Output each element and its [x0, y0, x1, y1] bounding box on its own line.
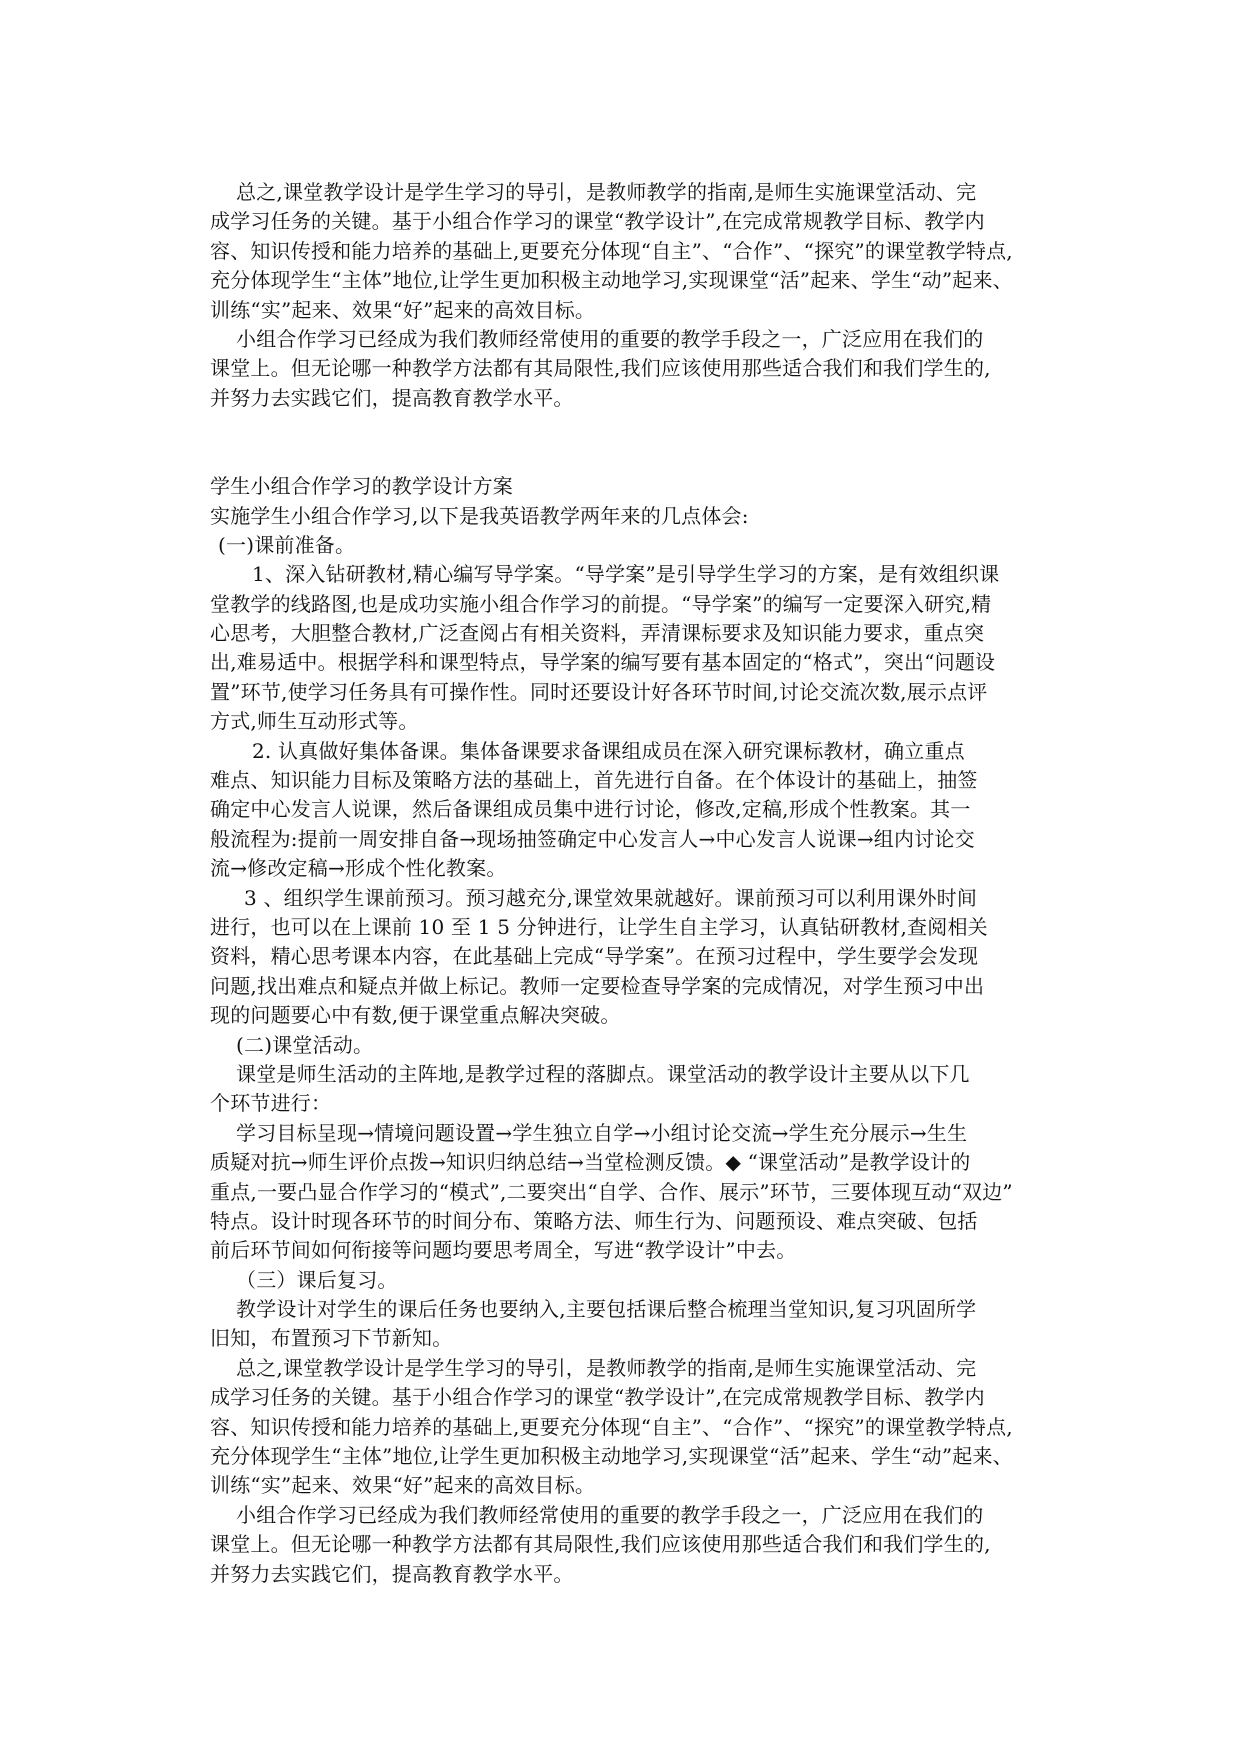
text-line: 3 、组织学生课前预习。预习越充分,课堂效果就越好。课前预习可以利用课外时间 — [244, 885, 978, 910]
text-line: 教学设计对学生的课后任务也要纳入,主要包括课后整合梳理当堂知识,复习巩固所学 — [236, 1297, 977, 1322]
section-2-intro-paragraph — [210, 1060, 1060, 1119]
text-line: 质疑对抗→师生评价点拨→知识归纳总结→当堂检测反馈。◆ “课堂活动”是教学设计的 — [210, 1150, 971, 1175]
text-line: 成学习任务的关键。基于小组合作学习的课堂“教学设计”,在完成常规教学目标、教学内 — [210, 1385, 985, 1410]
text-line: 训练“实”起来、效果“好”起来的高效目标。 — [210, 1473, 596, 1498]
text-line: 出,难易适中。根据学科和课型特点，导学案的编写要有基本固定的“格式”，突出“问题设 — [210, 650, 996, 675]
text-line: 资料，精心思考课本内容，在此基础上完成“导学案”。在预习过程中，学生要学会发现 — [210, 944, 979, 969]
text-line: 课堂上。但无论哪一种教学方法都有其局限性,我们应该使用那些适合我们和我们学生的, — [210, 1532, 991, 1557]
section-heading-2: (二)课堂活动。 — [236, 1032, 374, 1057]
text-line: 学习目标呈现→情境问题设置→学生独立自学→小组讨论交流→学生充分展示→生生 — [236, 1120, 968, 1145]
text-line: 旧知，布置预习下节新知。 — [210, 1326, 453, 1351]
item-2-paragraph — [210, 737, 1060, 884]
text-line: 问题,找出难点和疑点并做上标记。教师一定要检查导学案的完成情况，对学生预习中出 — [210, 973, 985, 998]
text-line: 容、知识传授和能力培养的基础上,更要充分体现“自主”、“合作”、“探究”的课堂教学特点, — [210, 238, 1013, 263]
bottom-closing-paragraph — [210, 1501, 1060, 1589]
text-line: 总之,课堂教学设计是学生学习的导引，是教师教学的指南,是师生实施课堂活动、完 — [236, 1355, 977, 1380]
text-line: 重点,一要凸显合作学习的“模式”,二要突出“自学、合作、展示”环节，三要体现互动“双边” — [210, 1179, 1013, 1204]
section-heading-1: (一)课前准备。 — [218, 532, 356, 557]
item-3-paragraph — [210, 884, 1060, 1031]
text-line: 成学习任务的关键。基于小组合作学习的课堂“教学设计”,在完成常规教学目标、教学内 — [210, 209, 985, 234]
text-line: 心思考，大胆整合教材,广泛查阅占有相关资料，弄清课标要求及知识能力要求，重点突 — [210, 621, 985, 646]
top-conclusion-paragraph — [210, 178, 1060, 325]
document-title: 学生小组合作学习的教学设计方案 — [210, 474, 513, 499]
text-line: 现的问题要心中有数,便于课堂重点解决突破。 — [210, 1003, 621, 1028]
text-line: 流→修改定稿→形成个性化教案。 — [210, 856, 507, 881]
text-line: 总之,课堂教学设计是学生学习的导引，是教师教学的指南,是师生实施课堂活动、完 — [236, 180, 977, 204]
section-2-flow-paragraph — [210, 1119, 1060, 1266]
text-line: 特点。设计时现各环节的时间分布、策略方法、师生行为、问题预设、难点突破、包括 — [210, 1208, 978, 1233]
text-line: 并努力去实践它们，提高教育教学水平。 — [210, 1561, 574, 1586]
text-line: 训练“实”起来、效果“好”起来的高效目标。 — [210, 297, 596, 322]
item-1-paragraph — [210, 560, 1060, 736]
text-line: 前后环节间如何衔接等问题均要思考周全，写进“教学设计”中去。 — [210, 1238, 797, 1263]
text-line: 充分体现学生“主体”地位,让学生更加积极主动地学习,实现课堂“活”起来、学生“动”起来、 — [210, 268, 1013, 293]
intro-line: 实施学生小组合作学习,以下是我英语教学两年来的几点体会: — [210, 503, 749, 528]
text-line: 个环节进行： — [210, 1091, 332, 1116]
text-line: 确定中心发言人说课，然后备课组成员集中进行讨论，修改,定稿,形成个性教案。其一 — [210, 797, 971, 822]
text-line: 难点、知识能力目标及策略方法的基础上，首先进行自备。在个体设计的基础上，抽签 — [210, 768, 978, 793]
text-line: 容、知识传授和能力培养的基础上,更要充分体现“自主”、“合作”、“探究”的课堂教学特点, — [210, 1414, 1013, 1439]
bottom-conclusion-paragraph — [210, 1354, 1060, 1501]
text-line: 进行，也可以在上课前 10 至 1 5 分钟进行，让学生自主学习，认真钻研教材,查阅相关 — [210, 914, 988, 939]
text-line: 充分体现学生“主体”地位,让学生更加积极主动地学习,实现课堂“活”起来、学生“动”起来、 — [210, 1444, 1013, 1469]
top-closing-paragraph — [210, 325, 1060, 413]
section-heading-3: （三）课后复习。 — [236, 1267, 398, 1292]
document-page — [210, 178, 1060, 1589]
text-line: 方式,师生互动形式等。 — [210, 709, 419, 734]
text-line: 小组合作学习已经成为我们教师经常使用的重要的教学手段之一，广泛应用在我们的 — [236, 1502, 984, 1527]
text-line: 小组合作学习已经成为我们教师经常使用的重要的教学手段之一，广泛应用在我们的 — [236, 326, 984, 351]
text-line: 课堂上。但无论哪一种教学方法都有其局限性,我们应该使用那些适合我们和我们学生的, — [210, 356, 991, 381]
text-line: 1、深入钻研教材,精心编写导学案。“导学案”是引导学生学习的方案，是有效组织课 — [252, 562, 1000, 587]
text-line: 课堂是师生活动的主阵地,是教学过程的落脚点。课堂活动的教学设计主要从以下几 — [236, 1061, 970, 1086]
text-line: 并努力去实践它们，提高教育教学水平。 — [210, 385, 574, 410]
text-line: 置”环节,使学习任务具有可操作性。同时还要设计好各环节时间,讨论交流次数,展示点评 — [210, 679, 988, 704]
text-line: 般流程为:提前一周安排自备→现场抽签确定中心发言人→中心发言人说课→组内讨论交 — [210, 826, 975, 851]
text-line: 堂教学的线路图,也是成功实施小组合作学习的前提。“导学案”的编写一定要深入研究,精 — [210, 591, 992, 616]
text-line: 2. 认真做好集体备课。集体备课要求备课组成员在深入研究课标教材，确立重点 — [252, 738, 965, 763]
section-3-paragraph — [210, 1295, 1060, 1354]
section-gap — [210, 413, 1060, 472]
